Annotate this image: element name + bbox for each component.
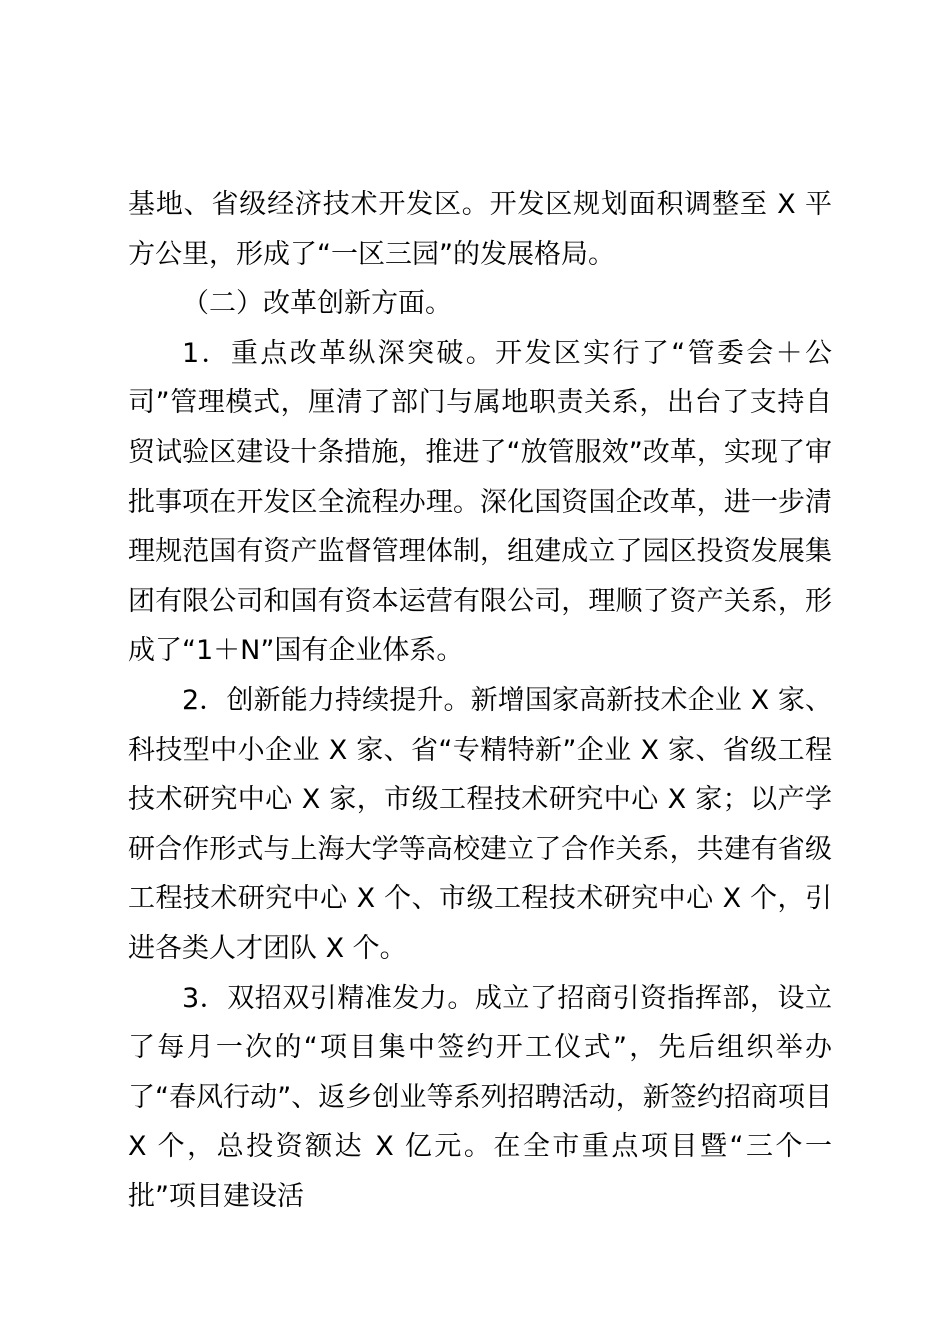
- section-heading: （二）改革创新方面。: [182, 288, 452, 320]
- paragraph-continuation: 基地、省级经济技术开发区。开发区规划面积调整至 X 平方公里，形成了“一区三园”的发展格局。: [128, 189, 832, 270]
- paragraph-reform: 1．重点改革纵深突破。开发区实行了“管委会＋公司”管理模式，厘清了部门与属地职责关系，出台了支持自贸试验区建设十条措施，推进了“放管服效”改革，实现了审批事项在开发区全流程办理。深化国资国企改革，进一步清理规范国有资产监督管理体制，组建成立了园区投资发展集团有限公司和国有资本运营有限公司，理顺了资产关系，形成了“1＋N”国有企业体系。: [128, 337, 832, 667]
- paragraph-innovation: 2．创新能力持续提升。新增国家高新技术企业 X 家、科技型中小企业 X 家、省“专精特新”企业 X 家、省级工程技术研究中心 X 家，市级工程技术研究中心 X 家；以产学研合作形式与上海大学等高校建立了合作关系，共建有省级工程技术研究中心 X 个、市级工程技术研究中心 X 个，引进各类人才团队 X 个。: [128, 684, 832, 964]
- body-text: [128, 180, 832, 1221]
- paragraph-investment: 3．双招双引精准发力。成立了招商引资指挥部，设立了每月一次的“项目集中签约开工仪式”，先后组织举办了“春风行动”、返乡创业等系列招聘活动，新签约招商项目 X 个，总投资额达 X 亿元。在全市重点项目暨“三个一批”项目建设活: [128, 982, 832, 1212]
